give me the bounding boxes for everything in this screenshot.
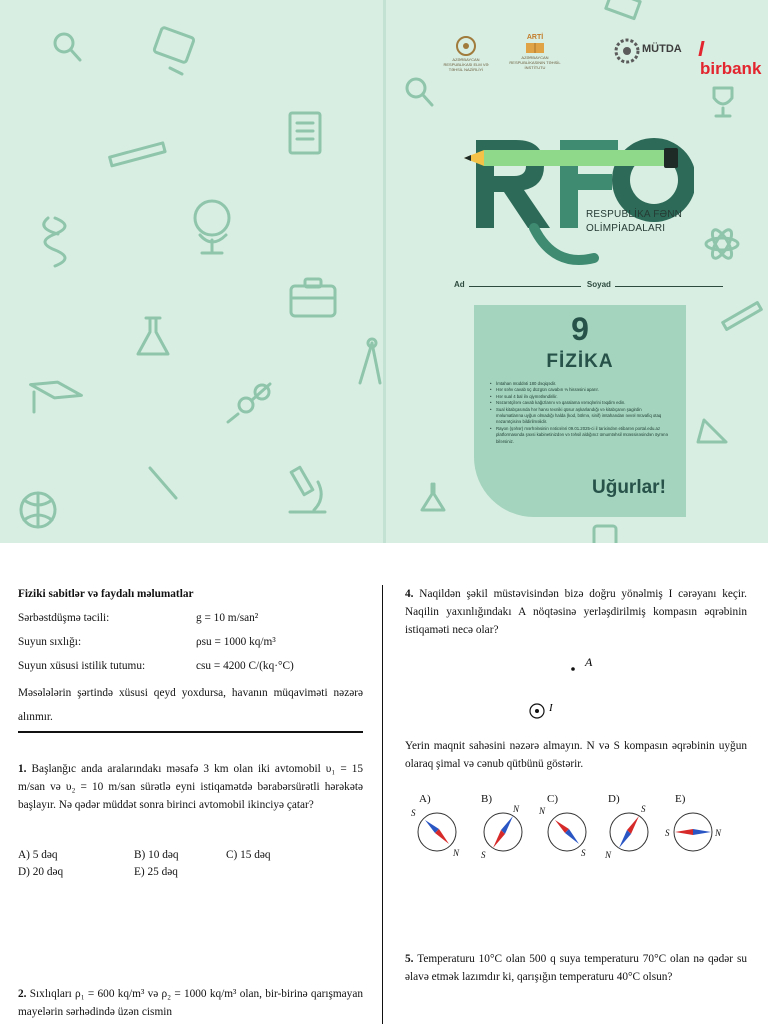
compass-drawings: [405, 802, 747, 870]
question-number: 5.: [405, 953, 414, 965]
constant-value: g = 10 m/san²: [196, 612, 259, 624]
option-b[interactable]: B) 10 dəq: [134, 849, 179, 861]
constant-label: Suyun xüsusi istilik tutumu:: [18, 660, 146, 672]
olympiad-title-line1: RESPUBLİKA FƏNN: [586, 209, 683, 220]
ministry-text: AZƏRBAYCAN RESPUBLİKASI ELM VƏ TƏHSİL NAZİRLİYİ: [443, 57, 489, 72]
ad-label: Ad: [454, 280, 465, 289]
compass-a-icon: [411, 808, 460, 858]
grade-number: 9: [571, 311, 589, 347]
soyad-label: Soyad: [586, 280, 611, 289]
birbank-wordmark: birbank: [700, 39, 764, 79]
compass-label: B): [481, 793, 492, 805]
compass-b-icon: [481, 804, 522, 860]
svg-text:N: N: [539, 806, 546, 816]
question-body: Naqildən şəkil müstəvisindən bizə doğru yönəlmiş I cərəyanı keçir. Naqilin yaxınlığındakı A nöqtəsinə yerləşdirilmiş kompasın əqrəbinin istiqaməti necə olar?: [405, 588, 747, 636]
question-number: 1.: [18, 763, 27, 775]
constant-value: csu = 4200 C/(kq·°C): [196, 660, 294, 672]
magnifier-icon: [55, 34, 80, 60]
option-e[interactable]: E) 25 dəq: [134, 866, 178, 878]
globe-icon: [195, 201, 229, 253]
calculator-icon: [594, 526, 616, 543]
compass-d-icon: [604, 804, 648, 860]
monitor-icon: [154, 27, 195, 74]
point-a-label: A: [585, 655, 593, 669]
exam-info-card: [474, 305, 686, 517]
svg-text:N: N: [453, 848, 460, 858]
dna-icon: [44, 218, 65, 266]
question-text: [18, 985, 363, 1021]
constants-title: Fiziki sabitlər və faydalı məlumatlar: [18, 588, 194, 600]
microscope-icon: [290, 467, 325, 512]
notebook-icon: [290, 113, 320, 153]
triangle-ruler-icon: [698, 420, 726, 442]
wire-figure: [523, 655, 613, 725]
hint-text: Yerin maqnit sahəsini nəzərə almayın. N və S kompasın əqrəbinin uyğun olaraq şimal və cənub qütbünü göstərir.: [405, 740, 747, 770]
pencil-icon: [150, 468, 176, 498]
exam-rules-list: [490, 381, 670, 445]
sponsor-logos: [434, 34, 764, 78]
arti-wordmark: ARTİ: [526, 34, 544, 41]
flask-icon: [138, 318, 168, 354]
point-a-dot: [571, 667, 575, 671]
rule-item: • Rayon (şəhər) mərhələsinin nəticələri 09.01.2025-ci il tarixindən etibarən portal.edu.az platformasında şəxsi kabinetinizdən və təhsil aldığınız ümumtəhsil müəssisəsindən öyrənə bilərsiniz.: [490, 426, 670, 445]
compass-c-icon: [538, 806, 586, 858]
constant-label: Suyun sıxlığı:: [18, 636, 82, 648]
question-text: [18, 760, 363, 814]
ministry-logo: [443, 34, 489, 72]
arti-book-icon: [522, 42, 548, 54]
cover-back: [0, 0, 383, 543]
olympiad-title: [586, 208, 682, 236]
section-rule: [18, 731, 363, 733]
question-body: Başlanğıc anda aralarındakı məsafə 3 km olan iki avtomobil υ₁ = 15 m/san və υ₂ = 10 m/san sürətlə eyni istiqamətdə bərabərsürətli hərəkətə başlayır. Nə qədər müddət sonra birinci avtomobil ikinciyə çatar?: [18, 763, 364, 811]
compass-label: A): [419, 793, 431, 805]
olympiad-title-line2: OLİMPİADALARI: [586, 223, 666, 234]
ad-field[interactable]: [469, 279, 581, 287]
flask-icon: [422, 484, 444, 510]
current-dot-icon: [535, 709, 539, 713]
scissors-icon: [228, 384, 270, 422]
rule-item: • Hər səhv cavab üç düzgün cavabın ⅓ hissəsini aparır.: [490, 387, 670, 393]
question-text: [405, 950, 747, 986]
trophy-icon: [714, 88, 732, 116]
current-label: I: [549, 702, 553, 714]
rule-item: • Nəzarətçilərə cavab kağızlarını və qaralama vərəqlərini təqdim edin.: [490, 400, 670, 406]
rule-item: • Sual kitabçasında hər hansı texniki qüsur aşkarlandığı və kitabçanın şagirdin məlumatlarına uyğun olmadığı halda (kod, bölmə, sinif) imtahandan əvvəl müvafiq otaq nəzarətçisinə bildirilməlidir.: [490, 407, 670, 426]
option-d[interactable]: D) 20 dəq: [18, 866, 64, 878]
soyad-field[interactable]: [615, 279, 723, 287]
option-a[interactable]: A) 5 dəq: [18, 849, 58, 861]
name-fields: [454, 279, 727, 289]
subject-title: FİZİKA: [546, 351, 614, 372]
svg-text:S: S: [581, 848, 586, 858]
question-text: [405, 585, 747, 639]
graduation-cap-icon: [29, 377, 83, 412]
answer-options: [18, 846, 363, 886]
magnifier-icon: [407, 79, 432, 105]
compass-options: [405, 790, 747, 870]
constant-value: ρsu = 1000 kq/m³: [196, 636, 276, 648]
arti-text: AZƏRBAYCAN RESPUBLİKASININ TƏHSİL İNSTİTUTU: [509, 55, 561, 70]
rfo-logo: [464, 118, 694, 273]
mutda-emblem: [614, 38, 640, 69]
book-icon: [606, 0, 640, 19]
rule-item: • İmtahan müddəti 180 dəqiqədir.: [490, 381, 670, 387]
mutda-wordmark: MÜTDA: [642, 43, 682, 55]
question-body: Temperaturu 10°C olan 500 q suya temperaturu 70°C olan nə qədər su əlavə etmək lazımdır ki, qarışığın temperaturu 40°C olsun?: [405, 953, 748, 983]
cover-front: [386, 0, 768, 543]
good-luck-text: Uğurlar!: [592, 477, 666, 498]
doodle-pattern: [0, 0, 383, 543]
ruler-icon: [110, 143, 165, 166]
rule-item: • Hər sual 4 bal ilə qiymətləndirilir.: [490, 394, 670, 400]
svg-text:N: N: [605, 850, 612, 860]
mutda-emblem-icon: [614, 38, 640, 64]
compass-e-icon: [665, 813, 722, 851]
question-body: Sıxlıqları ρ₁ = 600 kq/m³ və ρ₂ = 1000 kq/m³ olan, bir-birinə qarışmayan mayelərin sərhədində üzən cismin: [18, 988, 363, 1018]
ball-icon: [21, 493, 55, 527]
toolbox-icon: [291, 279, 335, 316]
birbank-mark-icon: [698, 41, 704, 56]
svg-text:S: S: [665, 828, 670, 838]
column-divider: [382, 585, 383, 1024]
ministry-emblem-icon: [454, 34, 478, 58]
compass-label: C): [547, 793, 558, 805]
option-c[interactable]: C) 15 dəq: [226, 849, 271, 861]
drawing-compass-icon: [360, 339, 380, 383]
question-number: 4.: [405, 588, 414, 600]
svg-text:S: S: [411, 808, 416, 818]
atom-icon: [706, 227, 738, 261]
question-number: 2.: [18, 988, 27, 1000]
note-text: Məsələlərin şərtində xüsusi qeyd yoxdursa, havanın müqaviməti nəzərə alınmır.: [18, 687, 363, 723]
svg-text:N: N: [513, 804, 520, 814]
arti-logo: [509, 34, 561, 70]
svg-text:S: S: [641, 804, 646, 814]
svg-text:S: S: [481, 850, 486, 860]
svg-text:N: N: [715, 828, 722, 838]
constant-label: Sərbəstdüşmə təcili:: [18, 612, 110, 624]
compass-label: D): [608, 793, 620, 805]
compass-label: E): [675, 793, 686, 805]
ruler-icon: [723, 303, 762, 330]
